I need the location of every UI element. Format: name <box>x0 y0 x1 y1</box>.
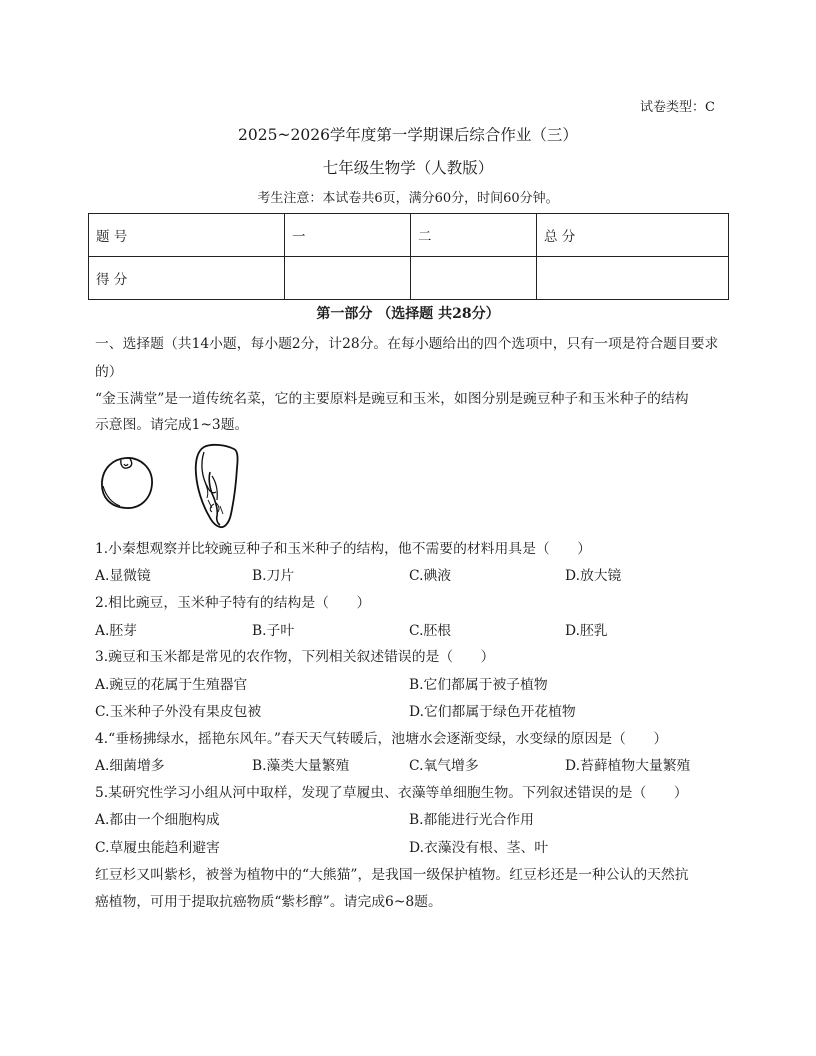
paper-type: 试卷类型：C <box>640 100 715 115</box>
exam-notice: 考生注意：本试卷共6页，满分60分，时间60分钟。 <box>257 191 559 206</box>
passage-line: 癌植物，可用于提取抗癌物质“紫杉醇”。请完成6~8题。 <box>95 894 442 910</box>
passage-line: 红豆杉又叫紫杉，被誉为植物中的“大熊猫”，是我国一级保护植物。红豆杉还是一种公认的天然抗 <box>95 867 689 883</box>
question-1-option-a: A.显微镜 <box>95 568 151 584</box>
instruction-line: 的） <box>95 364 123 380</box>
question-1-option-b: B.刀片 <box>252 568 295 584</box>
question-2-stem: 2.相比豌豆，玉米种子特有的结构是（ ） <box>95 595 371 611</box>
question-1-option-d: D.放大镜 <box>565 568 622 584</box>
score-cell-label: 题 号 <box>89 214 285 257</box>
score-cell-total-value <box>537 257 729 300</box>
score-cell-label: 得 分 <box>89 257 285 300</box>
intro-line: 示意图。请完成1~3题。 <box>95 417 249 433</box>
question-4-option-c: C.氧气增多 <box>409 758 479 774</box>
question-4-option-d: D.苔藓植物大量繁殖 <box>565 758 691 774</box>
intro-line: “金玉满堂”是一道传统名菜，它的主要原料是豌豆和玉米，如图分别是豌豆种子和玉米种子的结构 <box>95 391 689 407</box>
exam-title: 2025~2026学年度第一学期课后综合作业（三） <box>238 126 578 144</box>
score-cell-part1-value <box>285 257 411 300</box>
question-2-option-c: C.胚根 <box>409 623 452 639</box>
pea-seed-illustration <box>96 452 158 514</box>
question-4-stem: 4.“垂杨拂绿水，摇艳东风年。”春天天气转暖后，池塘水会逐渐变绿，水变绿的原因是（ ） <box>95 731 668 747</box>
question-5-option-a: A.都由一个细胞构成 <box>95 812 220 828</box>
score-cell-part2-value <box>411 257 537 300</box>
part1-heading: 第一部分 （选择题 共28分） <box>316 306 500 322</box>
question-2-option-b: B.子叶 <box>252 623 295 639</box>
question-2-option-a: A.胚芽 <box>95 623 137 639</box>
question-2-option-d: D.胚乳 <box>565 623 608 639</box>
question-5-option-b: B.都能进行光合作用 <box>409 812 534 828</box>
corn-seed-illustration <box>190 442 242 530</box>
exam-subtitle: 七年级生物学（人教版） <box>322 159 494 177</box>
score-table <box>88 213 729 300</box>
question-5-option-d: D.衣藻没有根、茎、叶 <box>409 840 549 856</box>
question-1-stem: 1.小秦想观察并比较豌豆种子和玉米种子的结构，他不需要的材料用具是（ ） <box>95 541 592 557</box>
question-4-option-a: A.细菌增多 <box>95 758 165 774</box>
score-cell-part2: 二 <box>411 214 537 257</box>
question-3-option-c: C.玉米种子外没有果皮包被 <box>95 704 262 720</box>
question-3-option-b: B.它们都属于被子植物 <box>409 677 548 693</box>
question-3-option-a: A.豌豆的花属于生殖器官 <box>95 677 248 693</box>
question-5-stem: 5.某研究性学习小组从河中取样，发现了草履虫、衣藻等单细胞生物。下列叙述错误的是（ ） <box>95 785 688 801</box>
score-table-score-row <box>89 257 729 300</box>
instruction-line: 一、选择题（共14小题，每小题2分，计28分。在每小题给出的四个选项中，只有一项是符合题目要求 <box>95 336 719 352</box>
score-cell-total: 总 分 <box>537 214 729 257</box>
question-3-option-d: D.它们都属于绿色开花植物 <box>409 704 576 720</box>
question-4-option-b: B.藻类大量繁殖 <box>252 758 350 774</box>
score-cell-part1: 一 <box>285 214 411 257</box>
question-5-option-c: C.草履虫能趋利避害 <box>95 840 220 856</box>
score-table-header-row <box>89 214 729 257</box>
question-1-option-c: C.碘液 <box>409 568 452 584</box>
question-3-stem: 3.豌豆和玉米都是常见的农作物，下列相关叙述错误的是（ ） <box>95 649 495 665</box>
